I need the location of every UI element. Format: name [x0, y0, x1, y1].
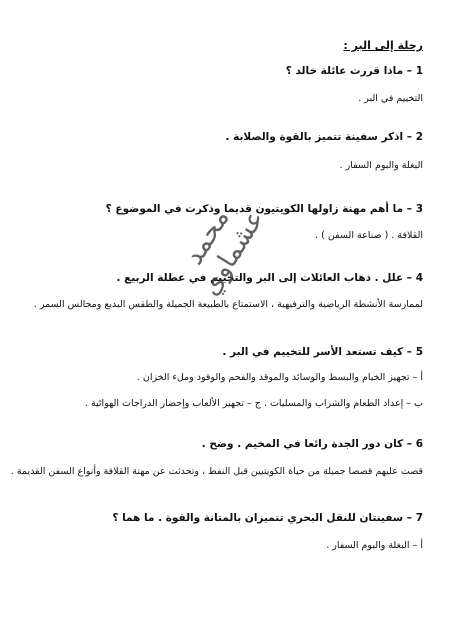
worksheet-title: رحلة إلى البر : — [343, 39, 423, 52]
answer-5b: ب – إعداد الطعام والشراب والمسليات . ج – تجهيز الألعاب وإحضار الدراجات الهوائية . — [84, 398, 423, 409]
answer-5a: أ – تجهيز الخيام والبسط والوسائد والموقد والفحم والوقود وملء الخزان . — [136, 372, 423, 383]
answer-6: قصت عليهم قصصا جميلة من حياة الكويتيين قبل النفط ، وتحدثت عن مهنة القلافة وأنواع السفن القديمة . — [10, 466, 423, 477]
question-6: 6 – كان دور الجدة رائعا في المخيم . وضح . — [201, 438, 423, 450]
question-4: 4 – علل . ذهاب العائلات إلى البر والتخييم في عطلة الربيع . — [116, 272, 423, 284]
question-7: 7 – سفينتان للنقل البحري تتميزان بالمتانة والقوة . ما هما ؟ — [112, 512, 423, 524]
answer-2: البغلة والبوم السفار . — [339, 160, 423, 171]
author-watermark: محمد عشماوي — [178, 203, 271, 302]
answer-4: لممارسة الأنشطة الرياضية والترفيهية ، الاستمتاع بالطبيعة الجميلة والطقس البديع ومجالس السمر . — [33, 299, 423, 310]
question-5: 5 – كيف تستعد الأسر للتخييم في البر . — [222, 346, 423, 358]
answer-1: التخييم في البر . — [358, 93, 423, 104]
question-2: 2 – اذكر سفينة تتميز بالقوة والصلابة . — [225, 131, 423, 143]
answer-3: القلافة . ( صناعة السفن ) . — [315, 230, 423, 241]
answer-7: أ – البغلة والبوم السفار . — [326, 540, 423, 551]
question-1: 1 – ماذا قررت عائلة خالد ؟ — [285, 65, 423, 77]
question-3: 3 – ما أهم مهنة زاولها الكويتيون قديما وذكرت في الموضوع ؟ — [105, 203, 423, 215]
